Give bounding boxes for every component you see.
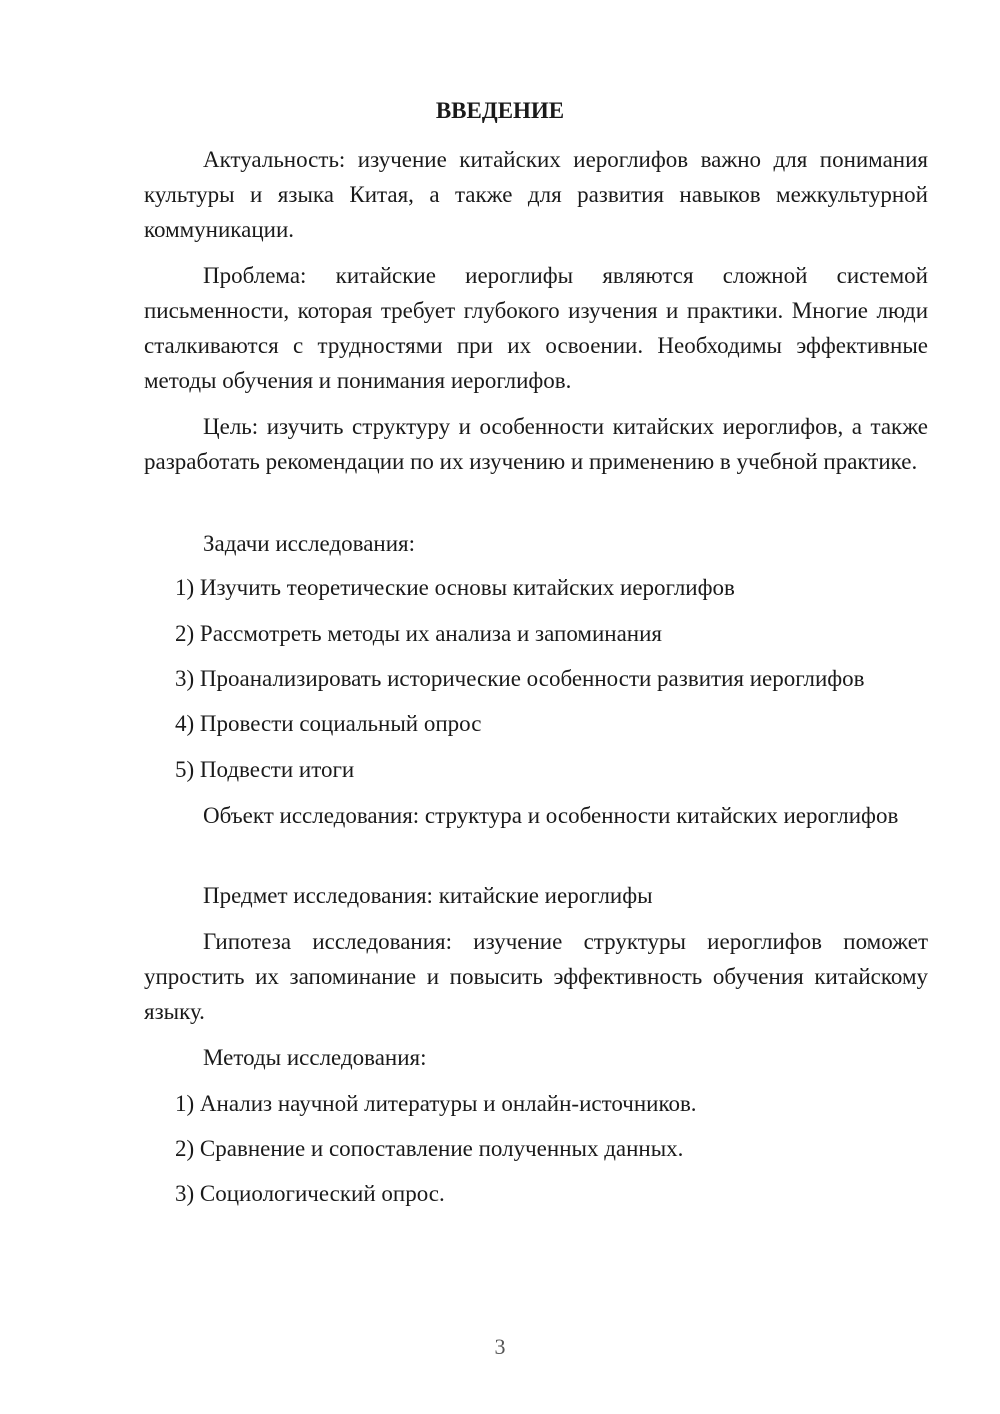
tasks-heading: Задачи исследования: — [203, 531, 416, 556]
method-item: 1) Анализ научной литературы и онлайн-источников. — [175, 1091, 697, 1116]
subject-paragraph: Предмет исследования: китайские иероглифы — [203, 883, 653, 908]
relevance-paragraph: Актуальность: изучение китайских иероглифов важно для понимания культуры и языка Китая, а также для развития навыков межкультурной коммуникации. — [144, 147, 928, 242]
task-item: 3) Проанализировать исторические особенности развития иероглифов — [175, 666, 865, 691]
object-paragraph: Объект исследования: структура и особенности китайских иероглифов — [203, 803, 899, 828]
task-item: 4) Провести социальный опрос — [175, 711, 482, 736]
page-title: ВВЕДЕНИЕ — [435, 98, 565, 123]
goal-paragraph: Цель: изучить структуру и особенности китайских иероглифов, а также разработать рекомендации по их изучению и применению в учебной практике. — [144, 414, 928, 474]
page-number: 3 — [494, 1334, 506, 1359]
methods-heading: Методы исследования: — [203, 1045, 427, 1070]
task-item: 1) Изучить теоретические основы китайских иероглифов — [175, 575, 735, 600]
task-item: 2) Рассмотреть методы их анализа и запоминания — [175, 621, 662, 646]
task-item: 5) Подвести итоги — [175, 757, 355, 782]
problem-paragraph: Проблема: китайские иероглифы являются сложной системой письменности, которая требует глубокого изучения и практики. Многие люди сталкиваются с трудностями при их освоении. Необходимы эффективные методы обучения и понимания иероглифов. — [144, 263, 928, 393]
method-item: 2) Сравнение и сопоставление полученных данных. — [175, 1136, 684, 1161]
hypothesis-paragraph: Гипотеза исследования: изучение структуры иероглифов поможет упростить их запоминание и повысить эффективность обучения китайскому языку. — [144, 929, 928, 1024]
method-item: 3) Социологический опрос. — [175, 1181, 445, 1206]
